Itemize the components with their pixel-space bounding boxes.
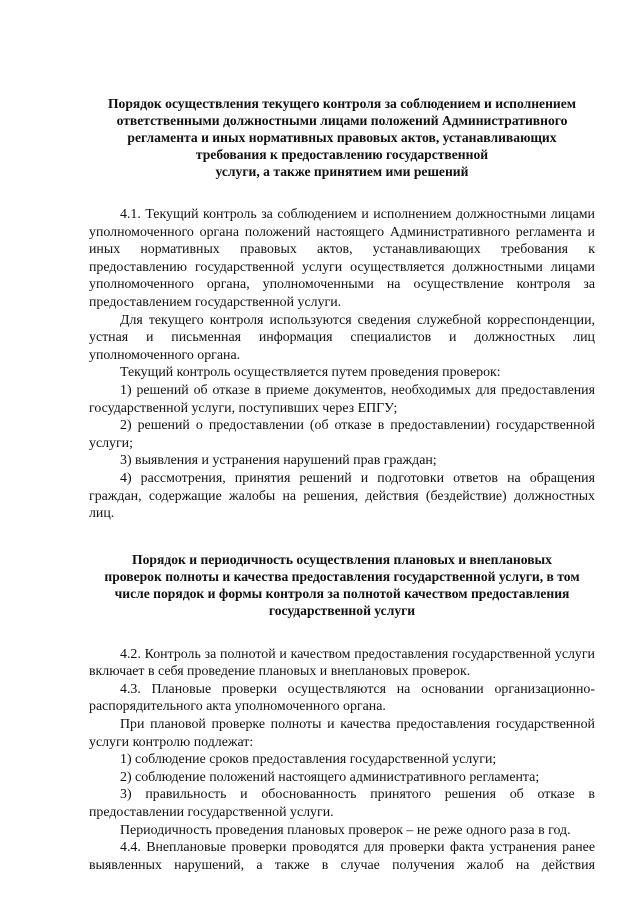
list-item-2: 2) решений о предоставлении (об отказе в предоставлении) государственной услуги; (89, 418, 595, 451)
list-item-1: 1) решений об отказе в приеме документов, необходимых для предоставления государственной услуги, поступивших через ЕПГУ; (89, 382, 595, 416)
paragraph-4-1: 4.1. Текущий контроль за соблюдением и исполнением должностными лицами уполномоченного органа положений настоящего Административного регламента и иных нормативных правовых актов, устанавливающих требования к предоставлению государственной услуги осуществляется должностными лицами уполномоченного органа, уполномоченными на осуществление контроля за предоставлением государственной услуги. (89, 207, 595, 310)
heading-line: услуги, а также принятием ими решений (215, 164, 469, 179)
paragraph-4-4: 4.4. Внеплановые проверки проводятся для проверки факта устранения ранее выявленных нарушений, а также в случае получения жалоб на действия (89, 840, 595, 873)
list-item-3: 3) выявления и устранения нарушений прав граждан; (120, 453, 437, 469)
paragraph-checks-intro: Текущий контроль осуществляется путем проведения проверок: (120, 365, 501, 381)
subject-item-2: 2) соблюдение положений настоящего административного регламента; (120, 769, 540, 785)
subject-item-1: 1) соблюдение сроков предоставления государственной услуги; (120, 752, 497, 768)
subject-item-3: 3) правильность и обоснованность принятого решения об отказе в предоставлении государственной услуги. (89, 787, 595, 821)
heading-line: Порядок и периодичность осуществления плановых и внеплановых (132, 551, 552, 567)
paragraph-sources: Для текущего контроля используются сведения служебной корреспонденции, устная и письменная информация специалистов и должностных лиц уполномоченного органа. (89, 312, 595, 363)
list-item-4: 4) рассмотрения, принятия решений и подготовки ответов на обращения граждан, содержащие жалобы на решения, действия (бездействие) должностных лиц. (89, 470, 595, 522)
heading-line: проверок полноты и качества предоставления государственной услуги, в том (104, 568, 580, 584)
paragraph-subject-intro: При плановой проверке полноты и качества предоставления государственной услуги контролю подлежат: (89, 717, 595, 750)
paragraph-periodicity: Периодичность проведения плановых проверок – не реже одного раза в год. (120, 822, 571, 838)
document-page (89, 95, 595, 874)
heading-line: требования к предоставлению государственной (195, 147, 489, 162)
heading-line: Порядок осуществления текущего контроля за соблюдением и исполнением (107, 96, 577, 111)
section-heading-current-control (89, 95, 595, 180)
heading-line: числе порядок и формы контроля за полнотой качеством предоставления (114, 585, 570, 601)
section-heading-planned-checks (89, 551, 595, 619)
heading-line: ответственными должностными лицами положений Административного (116, 113, 568, 128)
heading-line: регламента и иных нормативных правовых актов, устанавливающих (127, 130, 557, 145)
paragraph-4-2: 4.2. Контроль за полнотой и качеством предоставления государственной услуги включает в себя проведение плановых и внеплановых проверок. (89, 646, 595, 680)
heading-line: государственной услуги (268, 602, 416, 618)
paragraph-4-3: 4.3. Плановые проверки осуществляются на основании организационно-распорядительного акта уполномоченного органа. (89, 681, 595, 715)
